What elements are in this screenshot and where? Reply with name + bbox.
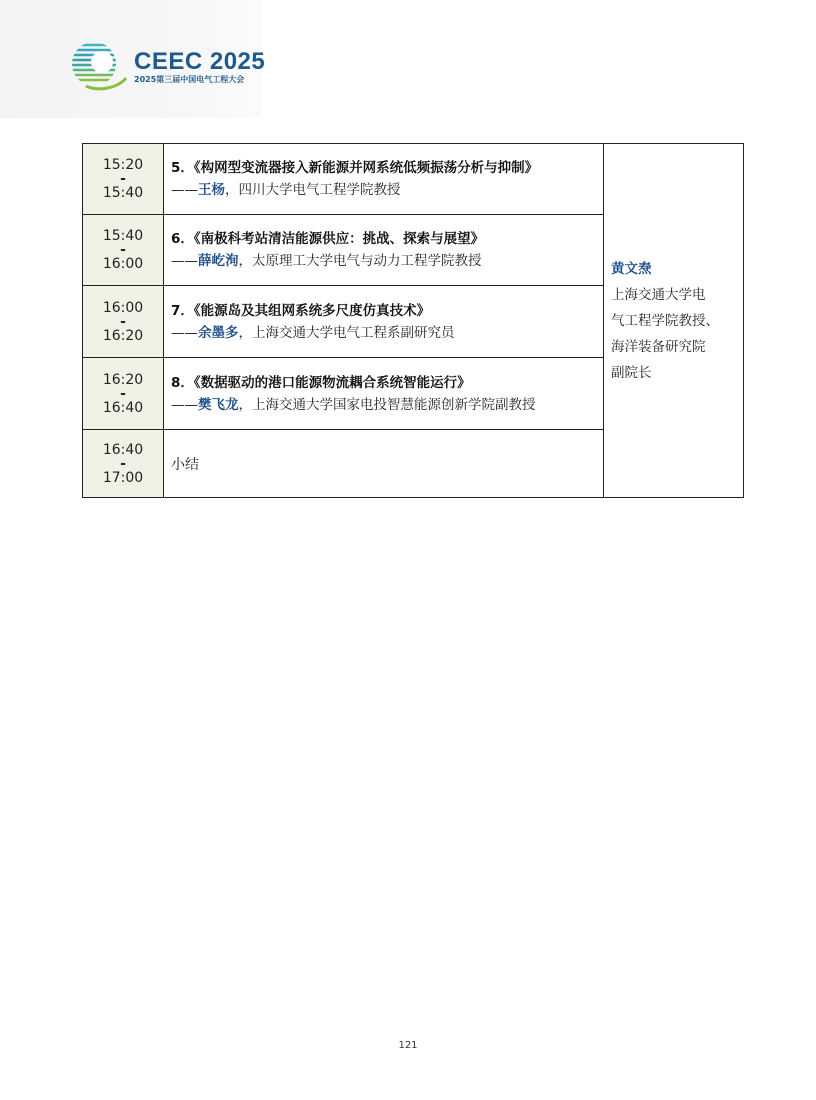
page-number: 121 xyxy=(398,1040,418,1051)
chair-cell xyxy=(604,144,744,498)
end-time: 16:40 xyxy=(102,399,144,416)
talk-speaker-line xyxy=(171,250,603,272)
speaker-name: 王杨 xyxy=(198,182,225,198)
table-row xyxy=(83,144,744,215)
closing-summary-label: 小结 xyxy=(171,456,199,473)
talk-title: 5．《构网型变流器接入新能源并网系统低频振荡分析与抑制》 xyxy=(171,160,539,176)
time-cell xyxy=(83,144,164,215)
talk-title: 7．《能源岛及其组网系统多尺度仿真技术》 xyxy=(171,302,431,319)
speaker-name: 樊飞龙 xyxy=(198,396,239,413)
chair-desc-line: 海洋装备研究院 xyxy=(611,338,706,355)
end-time: 15:40 xyxy=(102,185,144,201)
speaker-name: 薛屹洵 xyxy=(198,253,239,269)
talk-cell xyxy=(164,215,604,286)
logo-subtitle: 2025第三届中国电气工程大会 xyxy=(134,75,245,84)
start-time: 16:00 xyxy=(102,299,144,316)
talk-cell xyxy=(164,286,604,358)
speaker-prefix: —— xyxy=(171,396,198,413)
talk-title: 6．《南极科考站清洁能源供应：挑战、探索与展望》 xyxy=(171,231,485,247)
time-cell xyxy=(83,430,164,498)
chair-desc-line: 上海交通大学电 xyxy=(611,286,706,303)
chair-name: 黄文焘 xyxy=(611,260,652,277)
speaker-prefix: —— xyxy=(171,253,198,269)
time-cell xyxy=(83,358,164,430)
speaker-name: 余墨多 xyxy=(198,324,239,341)
talk-cell xyxy=(164,144,604,215)
speaker-prefix: —— xyxy=(171,324,198,341)
talk-cell xyxy=(164,358,604,430)
agenda-table xyxy=(82,143,744,498)
end-time: 16:00 xyxy=(102,256,144,272)
talk-speaker-line xyxy=(171,179,603,201)
time-cell xyxy=(83,215,164,286)
time-separator: - xyxy=(120,385,126,402)
speaker-affiliation: ，四川大学电气工程学院教授 xyxy=(225,182,401,198)
speaker-affiliation: ，太原理工大学电气与动力工程学院教授 xyxy=(238,253,482,269)
speaker-prefix: —— xyxy=(171,182,198,198)
talk-cell xyxy=(164,430,604,498)
speaker-affiliation: ，上海交通大学电气工程系副研究员 xyxy=(238,324,455,341)
chair-desc-line: 副院长 xyxy=(611,364,652,381)
talk-speaker-line xyxy=(171,394,603,416)
end-time: 17:00 xyxy=(102,469,144,486)
time-separator: - xyxy=(120,242,126,258)
chair-desc-line: 气工程学院教授、 xyxy=(611,312,719,329)
talk-title: 8．《数据驱动的港口能源物流耦合系统智能运行》 xyxy=(171,374,471,391)
logo-title: CEEC 2025 xyxy=(134,48,266,75)
end-time: 16:20 xyxy=(102,327,144,344)
ceec-logo xyxy=(68,40,266,92)
speaker-affiliation: ，上海交通大学国家电投智慧能源创新学院副教授 xyxy=(238,396,536,413)
start-time: 15:40 xyxy=(102,228,144,244)
time-separator: - xyxy=(120,455,126,472)
start-time: 16:20 xyxy=(102,371,144,388)
talk-speaker-line xyxy=(171,322,603,344)
ceec-globe-logo-icon xyxy=(68,40,130,92)
time-separator: - xyxy=(120,313,126,330)
start-time: 15:20 xyxy=(102,157,144,173)
start-time: 16:40 xyxy=(102,441,144,458)
time-cell xyxy=(83,286,164,358)
time-separator: - xyxy=(120,171,126,187)
